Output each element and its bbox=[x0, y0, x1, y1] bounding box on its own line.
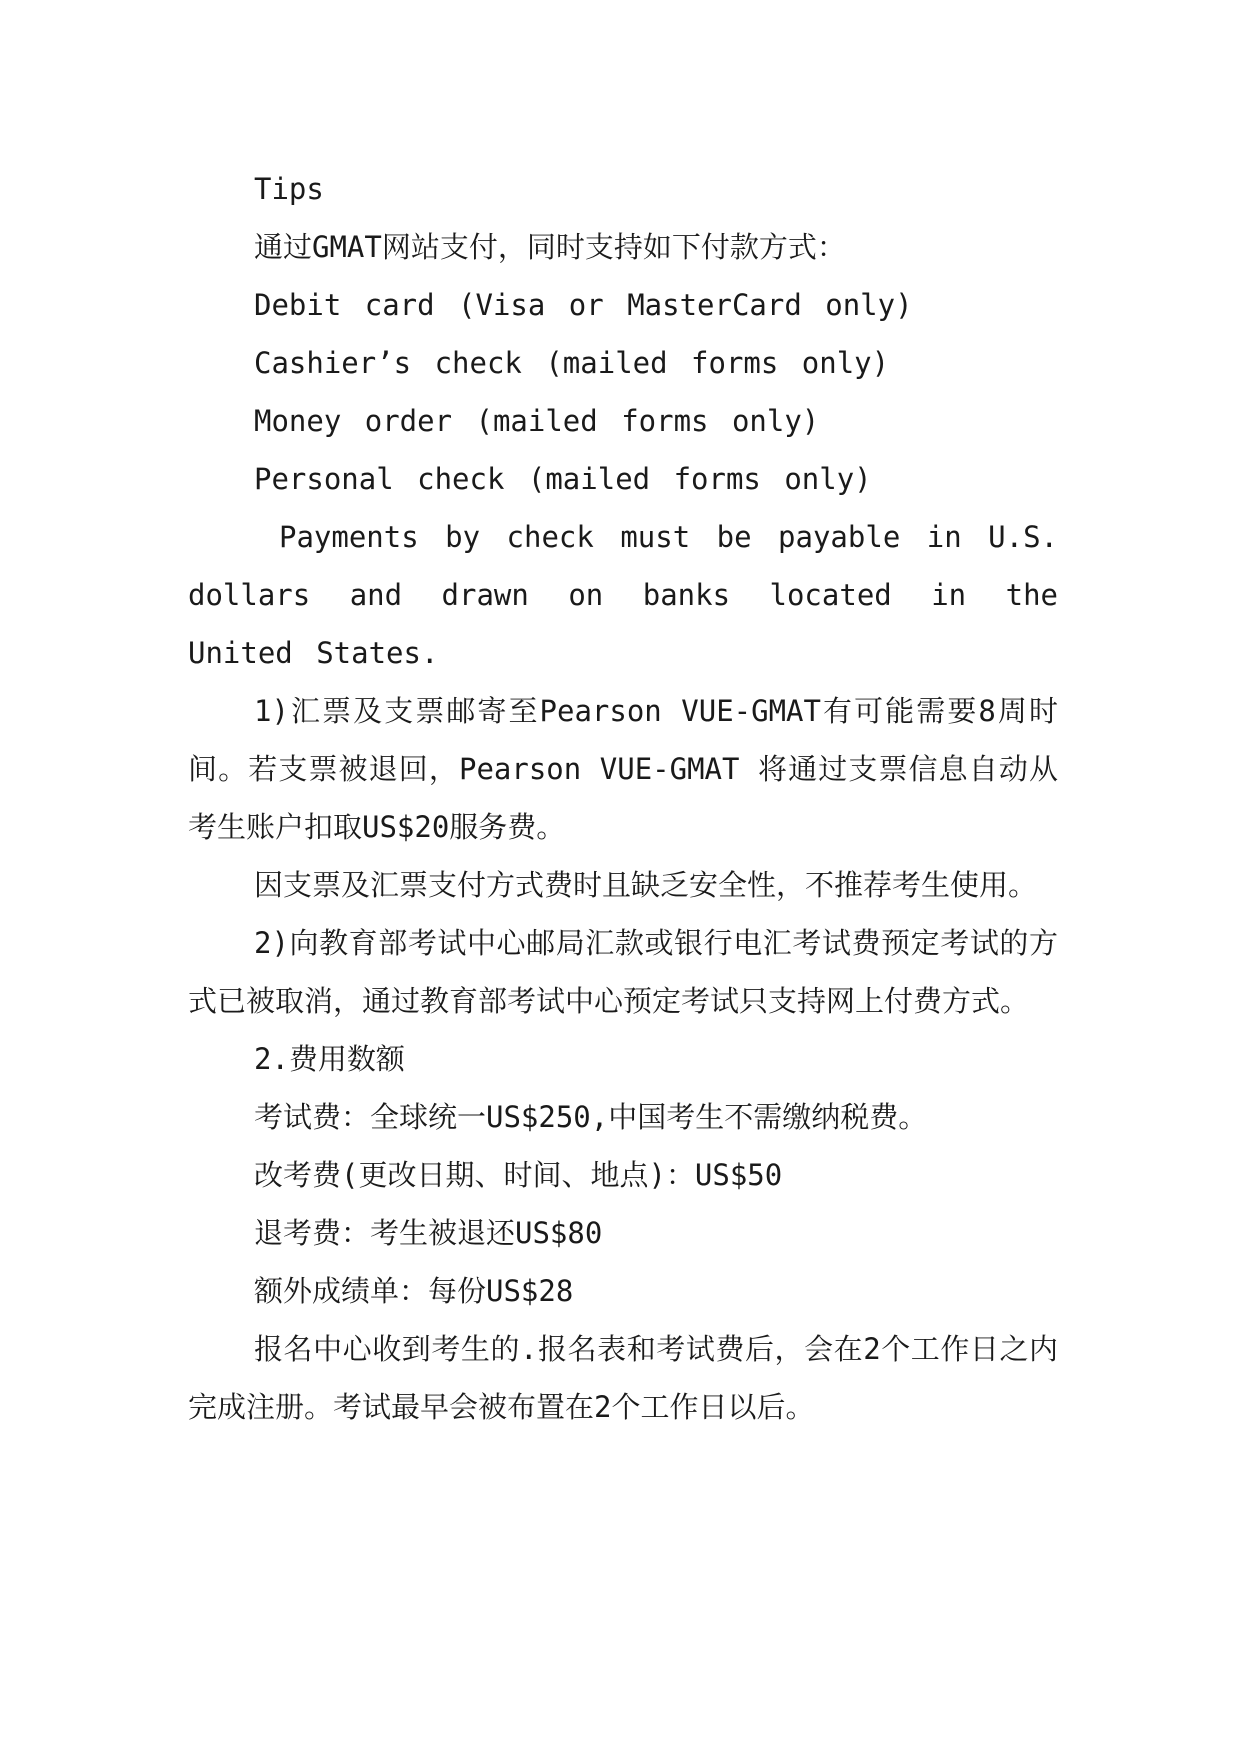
payment-method-cashiers-check: Cashier’s check (mailed forms only) bbox=[254, 346, 890, 380]
document-body bbox=[188, 160, 1058, 1436]
payment-method-personal-check: Personal check (mailed forms only) bbox=[254, 462, 872, 496]
check-payment-note: Payments by check must be payable in U.S. dollars and drawn on banks located in the United States. bbox=[188, 520, 1058, 670]
registration-note: 报名中心收到考生的.报名表和考试费后，会在2个工作日之内完成注册。考试最早会被布置在2个工作日以后。 bbox=[188, 1332, 1058, 1424]
payment-method-money-order: Money order (mailed forms only) bbox=[254, 404, 820, 438]
fees-heading: 2.费用数额 bbox=[254, 1042, 405, 1076]
payment-intro: 通过GMAT网站支付，同时支持如下付款方式： bbox=[254, 230, 846, 264]
tips-heading: Tips bbox=[254, 172, 324, 206]
fee-exam: 考试费：全球统一US$250,中国考生不需缴纳税费。 bbox=[254, 1100, 928, 1134]
payment-method-debit-card: Debit card (Visa or MasterCard only) bbox=[254, 288, 913, 322]
note-1-followup: 因支票及汇票支付方式费时且缺乏安全性，不推荐考生使用。 bbox=[254, 868, 1038, 902]
fee-cancellation: 退考费：考生被退还US$80 bbox=[254, 1216, 603, 1250]
note-1-paragraph: 1)汇票及支票邮寄至Pearson VUE-GMAT有可能需要8周时间。若支票被退回，Pearson VUE-GMAT 将通过支票信息自动从考生账户扣取US$20服务费。 bbox=[188, 694, 1058, 844]
fee-extra-score-report: 额外成绩单：每份US$28 bbox=[254, 1274, 574, 1308]
fee-reschedule: 改考费(更改日期、时间、地点)：US$50 bbox=[254, 1158, 783, 1192]
note-2-paragraph: 2)向教育部考试中心邮局汇款或银行电汇考试费预定考试的方式已被取消，通过教育部考试中心预定考试只支持网上付费方式。 bbox=[188, 926, 1058, 1018]
